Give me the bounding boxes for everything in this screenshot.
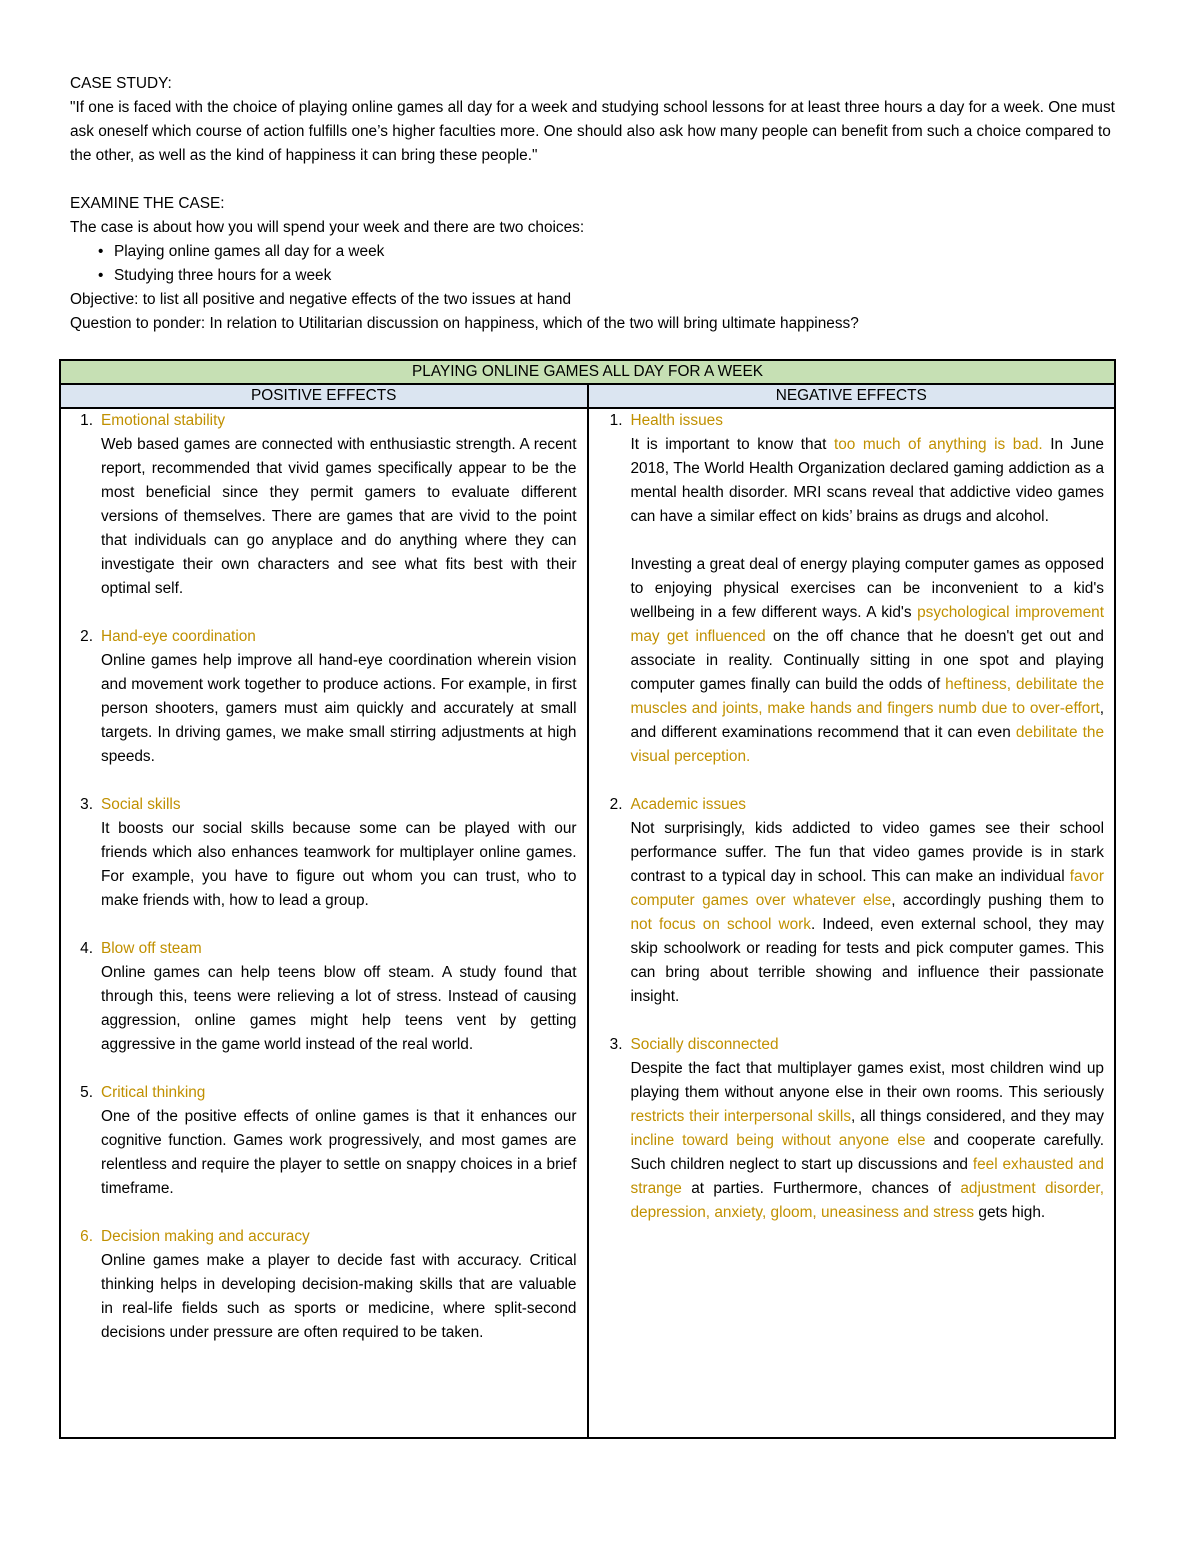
highlighted-text: favor computer games over whatever else [630,868,1104,909]
item-number: 2. [609,796,623,813]
negative-item [599,793,1105,1009]
positive-item [69,1081,577,1201]
item-title: Critical thinking [101,1084,206,1101]
item-text: One of the positive effects of online games is that it enhances our cognitive function. Games work progressively, and most games are relentless and require the player to settle on snappy choices in a brief timeframe. [101,1108,577,1197]
table-title: PLAYING ONLINE GAMES ALL DAY FOR A WEEK [60,360,1115,384]
positive-item [69,1225,577,1345]
item-title: Blow off steam [101,940,202,957]
effects-table [59,359,1116,1439]
highlighted-text: debilitate the visual perception. [630,724,1105,765]
item-text: Online games make a player to decide fast with accuracy. Critical thinking helps in developing decision-making skills that are valuable in real-life fields such as sports or medicine, where split-second decisions under pressure are often required to be taken. [101,1252,577,1341]
item-title: Health issues [630,412,723,429]
item-title: Academic issues [630,796,746,813]
item-number: 2. [80,628,93,645]
item-text: Online games can help teens blow off steam. A study found that through this, teens were relieving a lot of stress. Instead of causing aggression, online games might help teens vent by getting aggressive in the game world instead of the real world. [101,964,577,1053]
item-number: 1. [80,412,93,429]
item-number: 3. [80,796,93,813]
item-text: Web based games are connected with enthusiastic strength. A recent report, recommended that vivid games specifically appear to be the most beneficial since they permit gamers to evaluate different versions of themselves. There are games that are vivid to the point that individuals can go anyplace and do anything where they can investigate their own characters and see what fits best with their optimal self. [101,436,577,597]
item-title: Emotional stability [101,412,226,429]
highlighted-text: not focus on school work [630,916,811,933]
intro-section [70,72,1130,336]
item-title: Socially disconnected [630,1036,779,1053]
highlighted-text: restricts their interpersonal skills [630,1108,852,1125]
highlighted-text: adjustment disorder, depression, anxiety, gloom, uneasiness and stress [630,1180,1104,1221]
choices-list [70,240,1130,288]
highlighted-text: heftiness, debilitate the muscles and joints, make hands and fingers numb due to over-effort [630,676,1104,717]
highlighted-text: psychological improvement may get influenced [630,604,1104,645]
negative-item [599,409,1105,769]
highlighted-text: feel exhausted and strange [630,1156,1104,1197]
positive-effects-column [60,408,588,1438]
highlighted-text: too much of anything is bad. [833,436,1043,453]
positive-item [69,409,577,601]
item-number: 4. [80,940,93,957]
item-number: 3. [609,1036,623,1053]
choice-item: • Playing online games all day for a week [98,240,1130,264]
positive-effects-header: POSITIVE EFFECTS [60,384,588,408]
item-text: It boosts our social skills because some can be played with our friends which also enhances teamwork for multiplayer online games. For example, you have to figure out whom you can trust, who to make friends with, how to lead a group. [101,820,577,909]
case-study-heading: CASE STUDY: [70,75,172,92]
positive-item [69,937,577,1057]
item-title: Decision making and accuracy [101,1228,310,1245]
positive-item [69,793,577,913]
positive-item [69,625,577,769]
negative-effects-header: NEGATIVE EFFECTS [588,384,1116,408]
negative-effects-column [588,408,1116,1438]
item-title: Hand-eye coordination [101,628,256,645]
item-text: Online games help improve all hand-eye coordination wherein vision and movement work together to produce actions. For example, in first person shooters, gamers must aim quickly and accurately at small targets. In driving games, we make small stirring adjustments at high speeds. [101,652,577,765]
bullet-icon: • [98,267,104,284]
item-number: 1. [609,412,623,429]
item-number: 5. [80,1084,93,1101]
item-text: Not surprisingly, kids addicted to video games see their school performance suffer. The fun that video games provide is in stark contrast to a typical day in school. This can make an individual favor computer games over whatever else, accordingly pushing them to not focus on school work. Indeed, even external school, they may skip schoolwork or reading for tests and pick computer games. This can bring about terrible showing and influence their passionate insight. [630,820,1104,1005]
case-study-quote: "If one is faced with the choice of playing online games all day for a week and studying school lessons for at least three hours a day for a week. One must ask oneself which course of action fulfills one’s higher faculties more. One should also ask how many people can benefit from such a choice compared to the other, as well as the kind of happiness it can bring these people." [70,99,1115,164]
item-text: It is important to know that too much of anything is bad. In June 2018, The World Health Organization declared gaming addiction as a mental health disorder. MRI scans reveal that addictive video games can have a similar effect on kids’ brains as drugs and alcohol. [630,436,1104,525]
item-text: Investing a great deal of energy playing computer games as opposed to enjoying physical exercises can be inconvenient to a kid's wellbeing in a few different ways. A kid's psychological improvement may get influenced on the off chance that he doesn't get out and associate in reality. Continually sitting in one spot and playing computer games finally can build the odds of heftiness, debilitate the muscles and joints, make hands and fingers numb due to over-effort, and different examinations recommend that it can even debilitate the visual perception. [630,556,1105,765]
choice-item: • Studying three hours for a week [98,264,1130,288]
bullet-icon: • [98,243,104,260]
negative-item [599,1033,1105,1225]
examine-intro: The case is about how you will spend your week and there are two choices: [70,219,585,236]
highlighted-text: incline toward being without anyone else [630,1132,926,1149]
item-title: Social skills [101,796,181,813]
examine-heading: EXAMINE THE CASE: [70,195,225,212]
item-text: Despite the fact that multiplayer games exist, most children wind up playing them without anyone else in their own rooms. This seriously restricts their interpersonal skills, all things considered, and they may incline toward being without anyone else and cooperate carefully. Such children neglect to start up discussions and feel exhausted and strange at parties. Furthermore, chances of adjustment disorder, depression, anxiety, gloom, uneasiness and stress gets high. [630,1060,1105,1221]
question-text: Question to ponder: In relation to Utilitarian discussion on happiness, which of the two will bring ultimate happiness? [70,315,859,332]
item-number: 6. [80,1228,93,1245]
objective-text: Objective: to list all positive and negative effects of the two issues at hand [70,291,572,308]
